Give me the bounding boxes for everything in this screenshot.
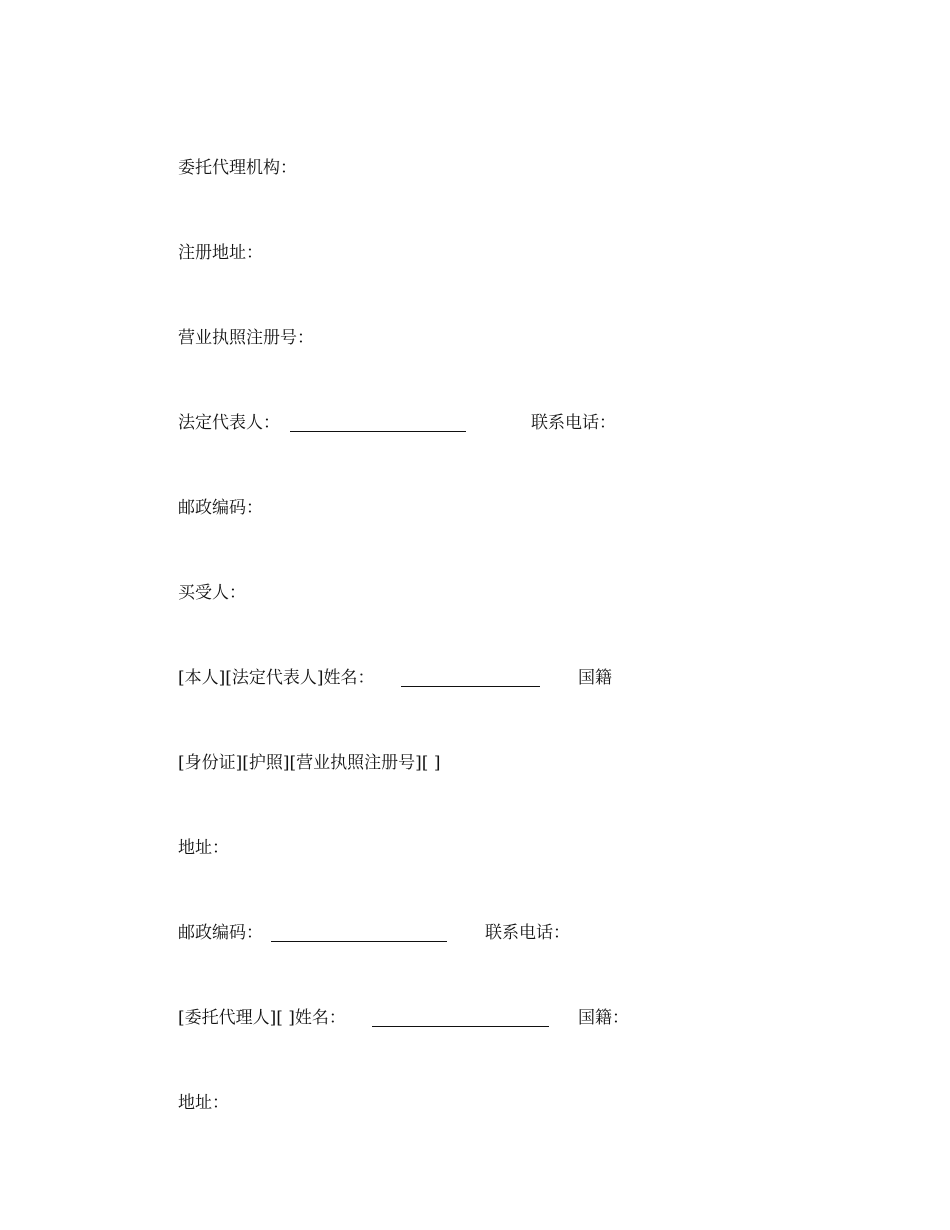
phone-label-2: 联系电话：: [485, 923, 570, 943]
address-label-1: 地址：: [178, 838, 229, 858]
agent-name-blank[interactable]: [372, 1026, 549, 1027]
legal-representative-label: 法定代表人：: [178, 413, 280, 433]
agent-name-row: [178, 1006, 648, 1030]
address-label-2: 地址：: [178, 1093, 229, 1113]
buyer-name-row: [178, 666, 638, 690]
legal-representative-phone-label: 联系电话：: [531, 413, 616, 433]
agent-name-label: [委托代理人][ ]姓名：: [178, 1008, 346, 1028]
buyer-name-blank[interactable]: [401, 686, 540, 687]
registered-address-label: 注册地址：: [178, 243, 263, 263]
postcode-label-2: 邮政编码：: [178, 923, 263, 943]
postcode-label-1: 邮政编码：: [178, 498, 263, 518]
id-types-label: [身份证][护照][营业执照注册号][ ]: [178, 753, 441, 773]
business-license-number-label: 营业执照注册号：: [178, 328, 314, 348]
buyer-nationality-label: 国籍: [578, 668, 612, 688]
legal-representative-row: [178, 411, 638, 435]
agent-nationality-label: 国籍：: [578, 1008, 629, 1028]
buyer-name-label: [本人][法定代表人]姓名：: [178, 668, 375, 688]
postcode-blank[interactable]: [271, 941, 447, 942]
buyer-label: 买受人：: [178, 583, 246, 603]
postcode-phone-row: [178, 921, 638, 945]
legal-representative-blank[interactable]: [290, 431, 466, 432]
agency-label: 委托代理机构：: [178, 158, 297, 178]
